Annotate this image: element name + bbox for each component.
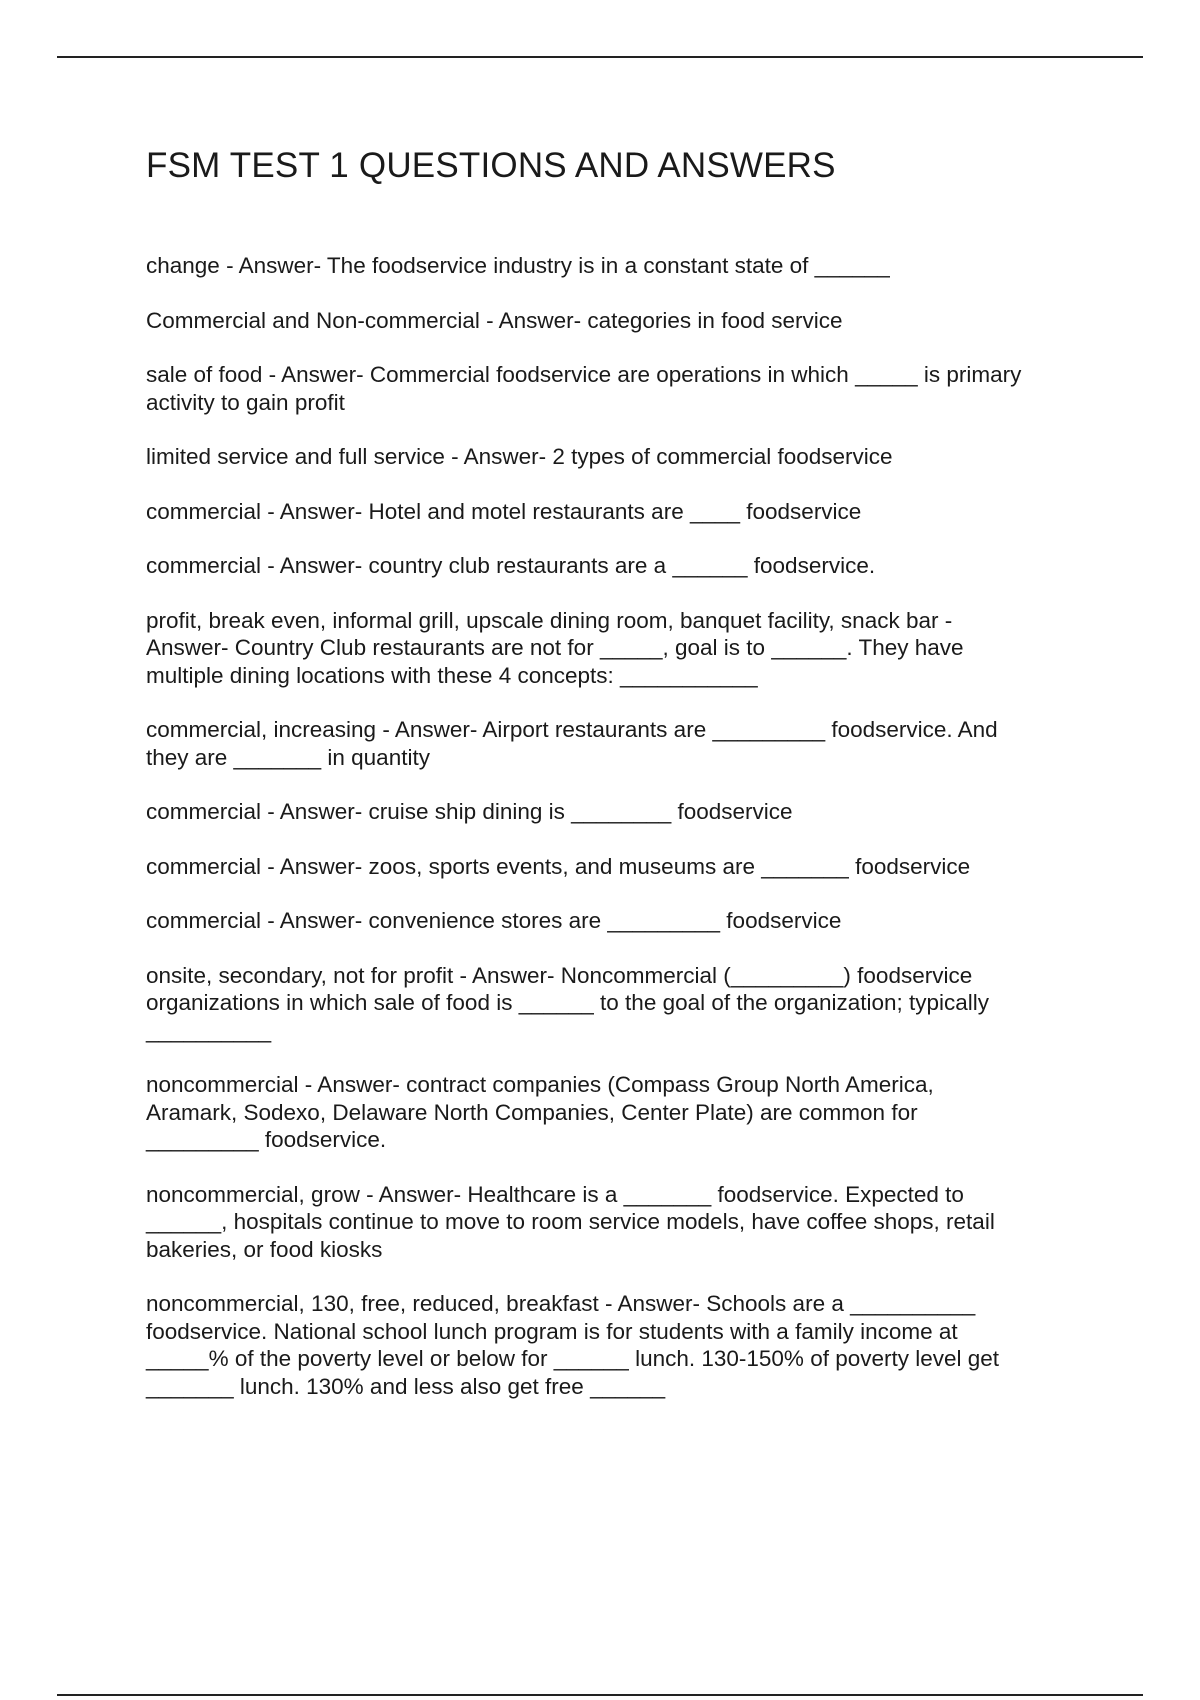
qa-item: commercial - Answer- convenience stores are _________ foodservice (146, 908, 842, 933)
qa-item: noncommercial, 130, free, reduced, breakfast - Answer- Schools are a __________ foodservice. National school lunch program is for students with a family income at _____% of the poverty level or below for ______ lunch. 130-150% of poverty level get _______ lunch. 130% and less also get free ______ (146, 1291, 1000, 1399)
document-body (146, 140, 1096, 1427)
top-rule (57, 56, 1143, 58)
qa-item: commercial, increasing - Answer- Airport restaurants are _________ foodservice. And they are _______ in quantity (146, 717, 998, 770)
qa-item: commercial - Answer- country club restaurants are a ______ foodservice. (146, 553, 876, 578)
qa-item: profit, break even, informal grill, upscale dining room, banquet facility, snack bar - Answer- Country Club restaurants are not for _____, goal is to ______. They have multiple dining locations with these 4 concepts: ___________ (146, 607, 964, 688)
bottom-rule (57, 1694, 1143, 1696)
qa-item: sale of food - Answer- Commercial foodservice are operations in which _____ is primary activity to gain profit (146, 362, 1022, 415)
qa-item: limited service and full service - Answer- 2 types of commercial foodservice (146, 444, 893, 469)
qa-item: onsite, secondary, not for profit - Answer- Noncommercial (_________) foodservice organizations in which sale of food is ______ to the goal of the organization; typically __________ (146, 962, 990, 1043)
qa-item: commercial - Answer- zoos, sports events, and museums are _______ foodservice (146, 853, 971, 879)
qa-item: noncommercial - Answer- contract companies (Compass Group North America, Aramark, Sodexo, Delaware North Companies, Center Plate) are common for _________ foodservice. (146, 1072, 934, 1152)
page-title: FSM TEST 1 QUESTIONS AND ANSWERS (146, 146, 836, 185)
qa-list (146, 252, 1096, 1400)
qa-item: Commercial and Non-commercial - Answer- categories in food service (146, 307, 843, 333)
qa-item: commercial - Answer- Hotel and motel restaurants are ____ foodservice (146, 498, 862, 524)
qa-item: noncommercial, grow - Answer- Healthcare is a _______ foodservice. Expected to ______, hospitals continue to move to room service models, have coffee shops, retail bakeries, or food kiosks (146, 1181, 995, 1262)
qa-item: change - Answer- The foodservice industry is in a constant state of ______ (146, 253, 890, 278)
qa-item: commercial - Answer- cruise ship dining is ________ foodservice (146, 799, 793, 824)
